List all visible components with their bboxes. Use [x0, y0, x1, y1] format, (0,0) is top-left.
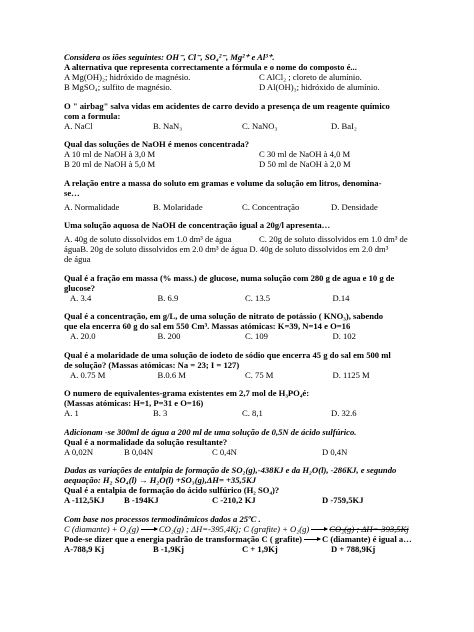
equation-graphite-reactants: C (grafite) + O₂(g)	[243, 523, 310, 534]
question-11-option-a: A -112,5KJ	[64, 495, 105, 505]
question-1-option-a: A Mg(OH)₂; hidróxido de magnésio.	[64, 72, 191, 82]
transformation-arrow-icon	[304, 539, 320, 540]
question-2-option-b: B. NaN₃	[153, 120, 183, 131]
question-9-option-b: B. 3	[153, 408, 168, 418]
question-9-stem-line-2: (Massas atómicas: H=1, P=31 e O=16)	[64, 398, 204, 408]
question-2-option-d: D. BaI₂	[331, 120, 357, 131]
question-5	[64, 220, 420, 264]
question-4-option-a: A. Normalidade	[64, 201, 120, 212]
question-4-stem-line-1: A relação entre a massa do soluto em gramas e volume da solução em litros, denomina-	[64, 177, 382, 188]
question-1-stem: A alternativa que representa correctamente a fórmula e o nome do composto é...	[64, 62, 357, 72]
question-12-stem-line-2-start: Pode-se dizer que a energia padrão de transformação C ( grafite)	[64, 533, 303, 544]
question-6-option-c: C. 13.5	[245, 292, 271, 303]
question-12-option-b: B -1,9Kj	[153, 543, 185, 554]
question-1-option-d: D Al(OH)₃; hidróxido de alumínio.	[259, 82, 380, 92]
question-3-option-b: B 20 ml de NaOH à 5,0 M	[64, 159, 156, 169]
question-10-stem-line-1: Adicionam -se 300ml de água a 200 ml de uma solução de 0,5N de ácido sulfúrico.	[64, 426, 357, 437]
question-6	[64, 273, 420, 303]
question-11-stem-line-3: Qual é a entalpia de formação do ácido sulfúrico (H₂ SO₄)?	[64, 485, 280, 495]
question-5-stem: Uma solução aquosa de NaOH de concentração igual a 20g/l apresenta…	[64, 220, 331, 230]
question-8-option-b: B.0.6 M	[157, 369, 186, 380]
question-4-option-b: B. Molaridade	[153, 201, 203, 212]
question-3-option-a: A 10 ml de NaOH à 3,0 M	[64, 149, 156, 159]
question-6-option-d: D.14	[332, 292, 350, 303]
question-10-option-b: B 0,04N	[124, 446, 154, 457]
equation-diamond-products: CO₂(g) ; ΔH=-395,4Kj;	[158, 523, 242, 534]
question-11-option-c: C -210,2 KJ	[212, 495, 256, 505]
question-8-option-d: D. 1125 M	[332, 369, 370, 380]
question-9-option-a: A. 1	[64, 408, 79, 418]
question-8-option-a: A. 0.75 M	[70, 369, 106, 380]
question-7-option-b: B. 200	[157, 331, 181, 341]
question-10-option-d: D 0,4N	[322, 446, 348, 457]
reaction-arrow-icon	[141, 529, 157, 530]
question-12-stem-line-2	[64, 534, 420, 544]
question-12-option-c: C + 1,9Kj	[242, 543, 278, 554]
question-5-option-a: A. 40g de soluto dissolvidos em 1.0 dm³ de água	[64, 234, 232, 244]
reaction-arrow-icon	[311, 529, 327, 530]
question-5-option-d-tail: de água	[64, 254, 91, 264]
question-3-option-d: D 50 ml de NaOH à 2,0 M	[259, 159, 351, 169]
question-2-option-a: A. NaCl	[64, 120, 93, 131]
question-4	[64, 178, 420, 212]
question-1-option-c: C AlCl₂ ; cloreto de alumínio.	[259, 72, 362, 82]
question-4-option-c: C. Concentração	[242, 201, 300, 212]
question-12-stem: Com base nos processos termodinâmicos dados a 25ºC .	[64, 513, 261, 524]
question-12-option-a: A-788,9 Kj	[64, 543, 105, 554]
question-11-equation: aequação: H₂ SO₄(l) → H₂O(l) +SO₃(g),ΔH= +35,5KJ	[64, 475, 256, 485]
question-7-stem-line-2: que ela encerra 60 g do sal em 550 Cm³. Massas atómicas: K=39, N=14 e O=16	[64, 321, 351, 331]
question-9-stem-line-1: O numero de equivalentes-grama existentes em 2,7 mol de H₃PO₄é:	[64, 388, 310, 398]
equation-graphite-products: CO₂(g) ; ΔH=-393,5Kj	[329, 523, 409, 534]
question-8-stem-line-1: Qual é a molaridade de uma solução de iodeto de sódio que encerra 45 g do sal em 500 ml	[64, 349, 391, 360]
question-7-option-d: D. 102	[332, 331, 356, 341]
question-6-option-b: B. 6.9	[157, 292, 179, 303]
question-1	[64, 52, 420, 92]
question-9-option-d: D. 32.6	[331, 408, 357, 418]
question-10-stem-line-2: Qual é a normalidade da solução resultante?	[64, 436, 228, 447]
question-11	[64, 465, 420, 505]
question-2-option-c: C. NaNO₃	[242, 120, 278, 131]
question-11-stem-line-1: Dadas as variações de entalpia de formação de SO₂(g),-438KJ e da H₂O(l), -286KJ, e segundo	[64, 465, 397, 475]
question-8	[64, 350, 420, 380]
question-6-stem-line-1: Qual é a fração em massa (% mass.) de glucose, numa solução com 280 g de agua e 10 g de	[64, 272, 395, 283]
question-4-option-d: D. Densidade	[331, 201, 378, 212]
question-7	[64, 311, 420, 341]
question-3-stem: Qual das soluções de NaOH é menos concentrada?	[64, 139, 250, 149]
question-1-intro: Considera os iões seguintes: OH⁻, Cl⁻, SO₄²⁻, Mg²⁺ e Al³⁺.	[64, 52, 275, 62]
question-8-option-c: C. 75 M	[245, 369, 274, 380]
question-list	[64, 52, 420, 562]
question-7-option-c: C. 109	[245, 331, 268, 341]
question-6-stem-line-2: glucose?	[64, 282, 96, 293]
question-6-option-a: A. 3.4	[70, 292, 92, 303]
question-9	[64, 388, 420, 418]
question-2-stem-line-2: com a formula:	[64, 110, 121, 121]
question-9-option-c: C. 8,1	[242, 408, 263, 418]
question-4-stem-line-2: se…	[64, 187, 80, 198]
question-7-stem-line-1: Qual é a concentração, em g/L, de uma solução de nitrato de potássio ( KNO₃), sabendo	[64, 311, 384, 321]
question-10	[64, 427, 420, 457]
question-8-stem-line-2: de solução? (Massas atómicas: Na = 23; I = 127)	[64, 359, 240, 370]
question-3	[64, 139, 420, 169]
question-11-option-d: D -759,5KJ	[322, 495, 364, 505]
question-5-option-b-and-d: águaB. 20g de soluto dissolvidos em 2.0 dm³ de água D. 40g de soluto dissolvidos em 2.0 dm³	[64, 244, 389, 254]
question-12-option-d: D + 788,9Kj	[331, 543, 376, 554]
question-5-option-c: C. 20g de soluto dissolvidos em 1.0 dm³ de	[259, 234, 408, 244]
question-3-option-c: C 30 ml de NaOH à 4,0 M	[259, 149, 351, 159]
question-2	[64, 101, 420, 131]
question-11-option-b: B -194KJ	[124, 495, 159, 505]
question-10-option-c: C 0,4N	[212, 446, 237, 457]
question-1-option-b: B MgSO₄; sulfito de magnésio.	[64, 82, 172, 92]
question-12	[64, 514, 420, 554]
question-12-equations	[64, 524, 420, 534]
equation-diamond-reactants: C (diamante) + O₂(g)	[64, 523, 139, 534]
question-12-stem-line-2-end: C (diamante) é igual a…	[322, 533, 412, 544]
question-10-option-a: A 0,02N	[64, 446, 94, 457]
question-2-stem-line-1: O " airbag" salva vidas em acidentes de carro devido a presença de um reagente químico	[64, 100, 390, 111]
question-7-option-a: A. 20.0	[70, 331, 96, 341]
